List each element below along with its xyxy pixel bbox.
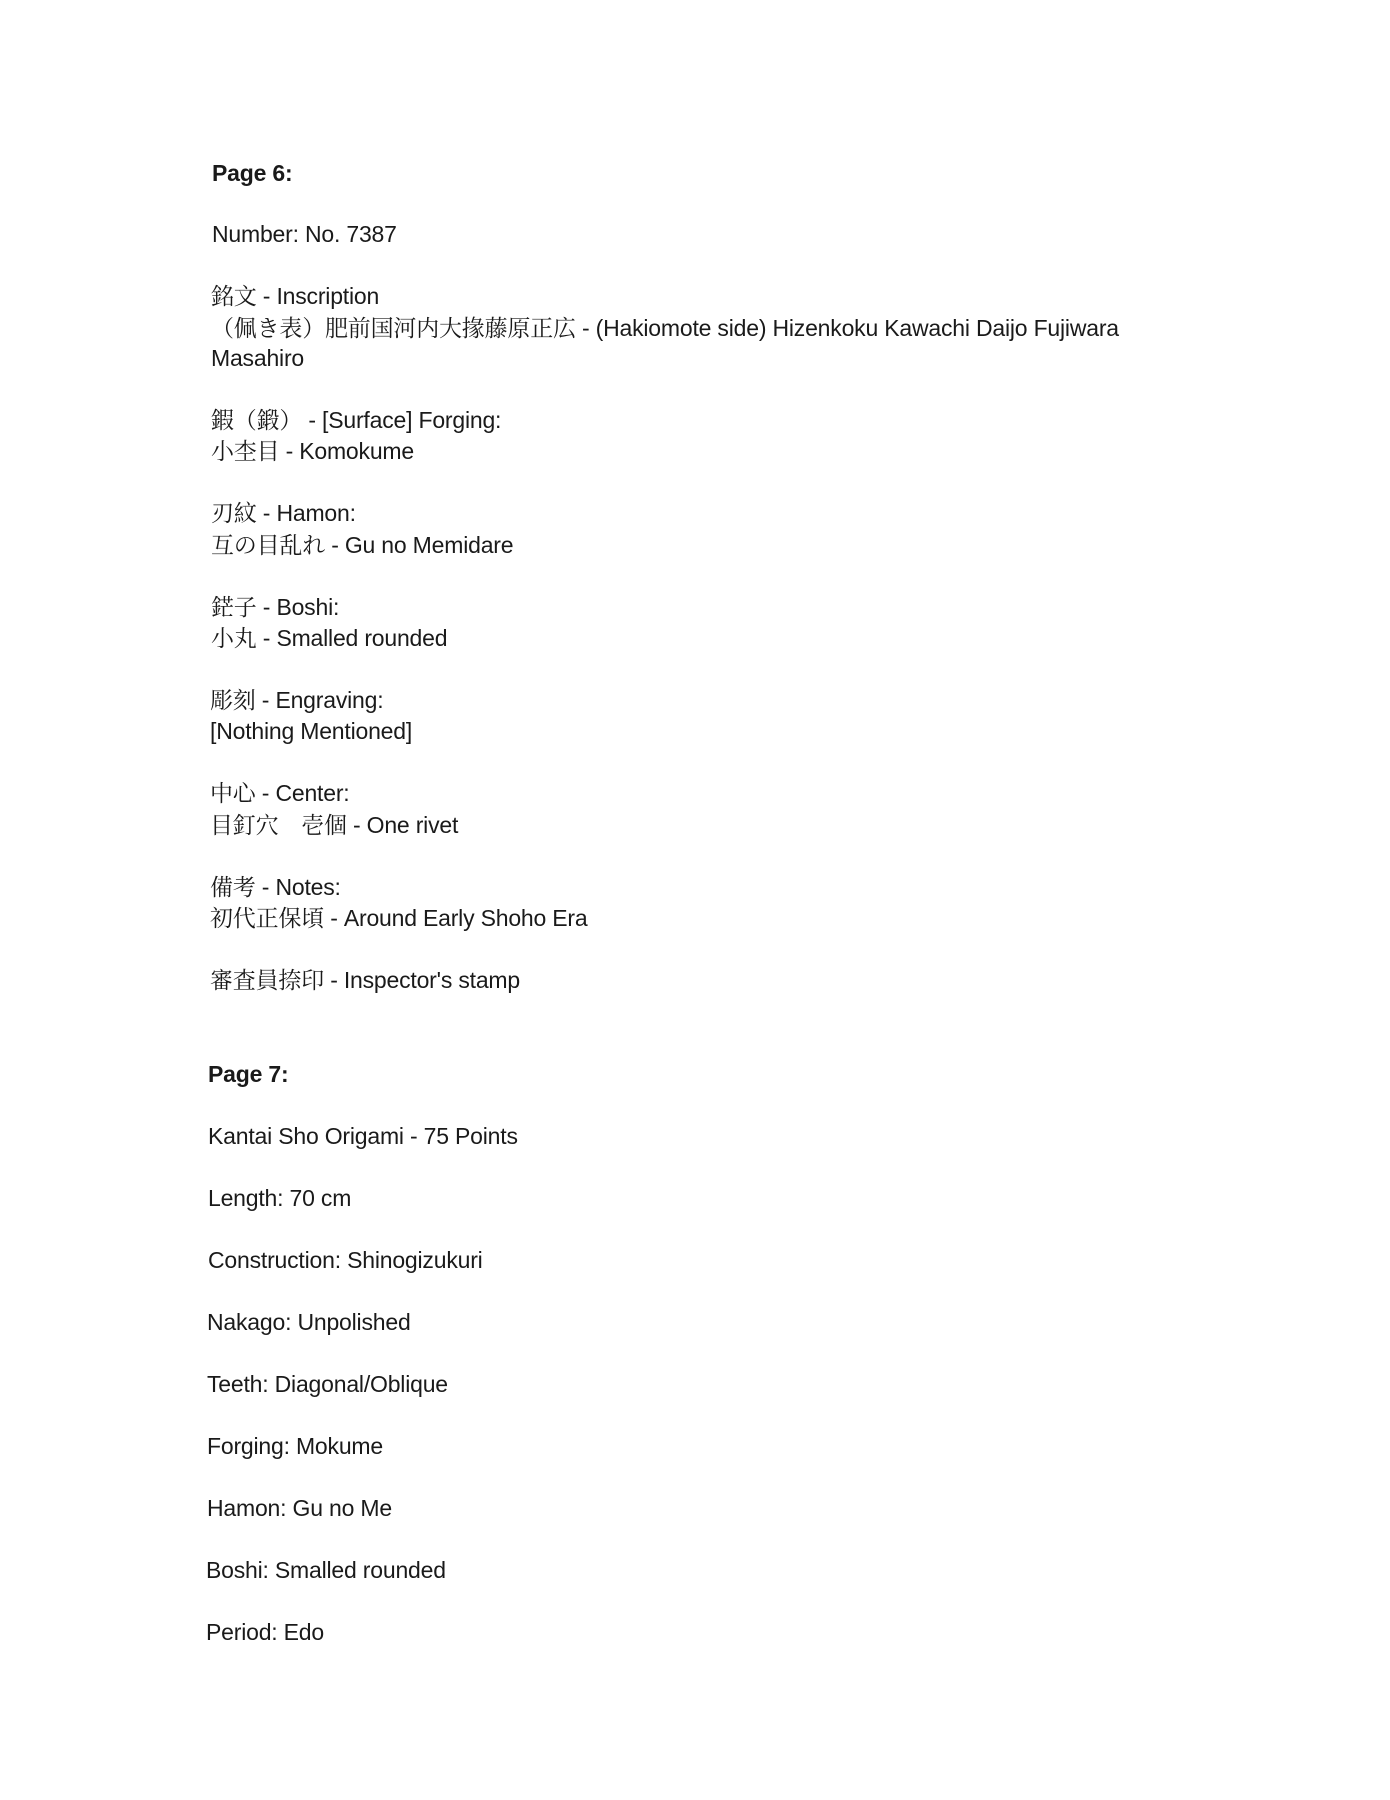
inscription-line-2: Masahiro [211,345,304,371]
page7-heading: Page 7: [208,1061,289,1087]
hamon-label: 刃紋 - Hamon: [211,500,356,526]
center-label: 中心 - Center: [210,780,350,806]
boshi-label: 鋩子 - Boshi: [211,594,340,620]
number-line: Number: No. 7387 [212,221,397,247]
boshi-value: 小丸 - Smalled rounded [211,625,448,651]
notes-value: 初代正保頃 - Around Early Shoho Era [210,905,588,931]
center-value: 目釘穴 壱個 - One rivet [210,812,459,838]
notes-label: 備考 - Notes: [210,874,341,900]
length-line: Length: 70 cm [208,1185,352,1211]
teeth-line: Teeth: Diagonal/Oblique [207,1371,448,1397]
kantai-line: Kantai Sho Origami - 75 Points [208,1123,518,1149]
construction-line: Construction: Shinogizukuri [208,1247,483,1273]
forging-summary-line: Forging: Mokume [207,1433,383,1459]
engraving-label: 彫刻 - Engraving: [210,687,384,713]
nakago-line: Nakago: Unpolished [207,1309,411,1335]
boshi-summary-line: Boshi: Smalled rounded [206,1557,446,1583]
inscription-label: 銘文 - Inscription [211,283,380,309]
hamon-value: 互の目乱れ - Gu no Memidare [211,532,514,558]
forging-value: 小杢目 - Komokume [211,438,414,464]
page6-heading: Page 6: [212,160,293,186]
period-line: Period: Edo [206,1619,324,1645]
engraving-value: [Nothing Mentioned] [210,718,413,744]
forging-label: 鍜（鍛） - [Surface] Forging: [211,407,502,433]
inspector-stamp-line: 審査員捺印 - Inspector's stamp [210,967,520,993]
inscription-line-1: （佩き表）肥前国河内大掾藤原正広 - (Hakiomote side) Hizenkoku Kawachi Daijo Fujiwara [211,315,1119,341]
hamon-summary-line: Hamon: Gu no Me [207,1495,392,1521]
